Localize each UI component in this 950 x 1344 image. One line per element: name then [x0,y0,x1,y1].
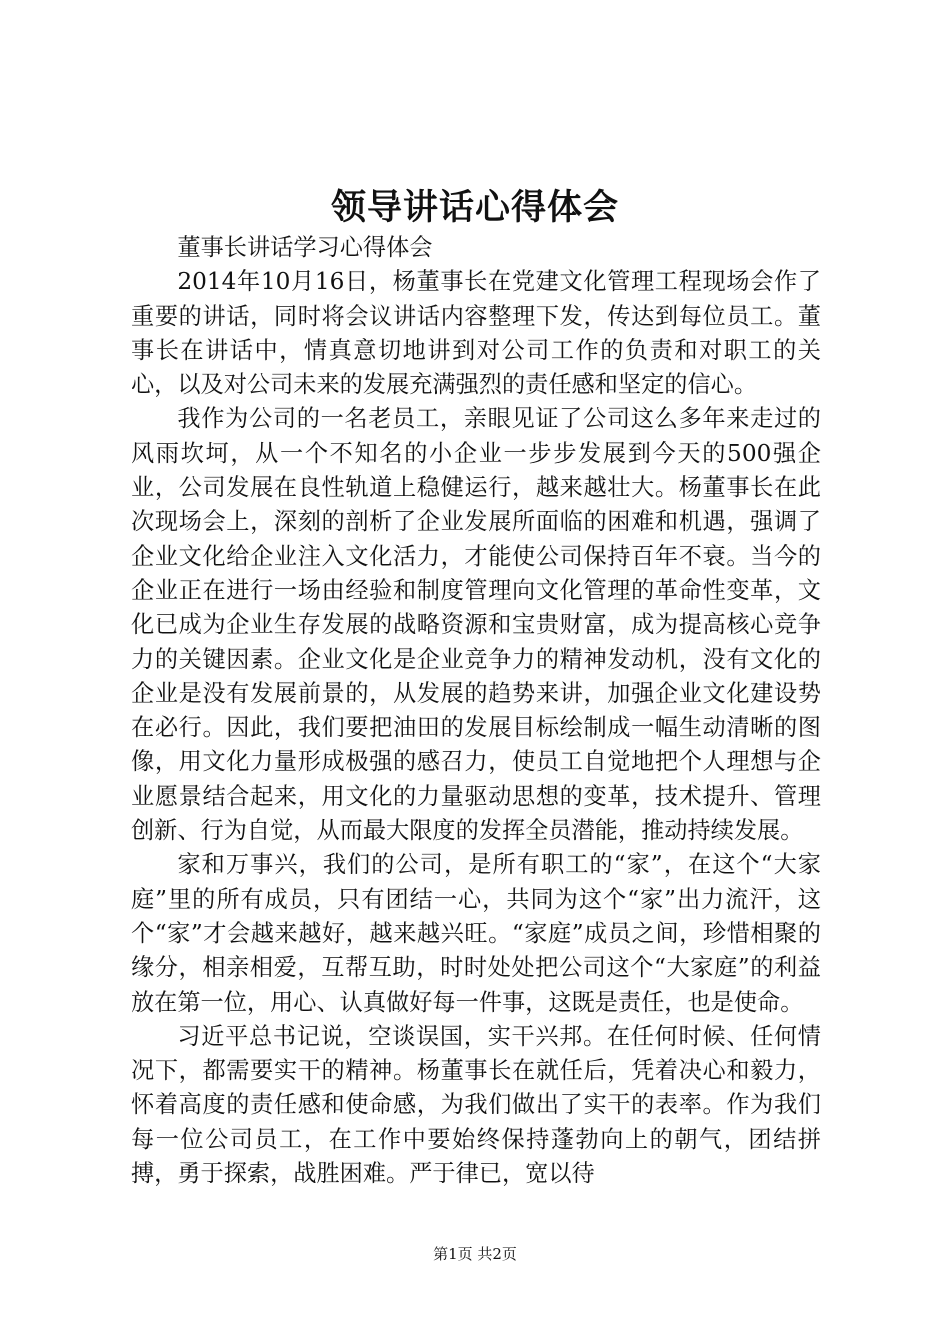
subtitle-paragraph: 董事长讲话学习心得体会 [177,234,433,261]
body-paragraph: 我作为公司的一名老员工，亲眼见证了公司这么多年来走过的风雨坎坷，从一个不知名的小企业一步步发展到今天的500强企业，公司发展在良性轨道上稳健运行，越来越壮大。杨董事长在此次现场会上，深刻的剖析了企业发展所面临的困难和机遇，强调了企业文化给企业注入文化活力，才能使公司保持百年不衰。当今的企业正在进行一场由经验和制度管理向文化管理的革命性变革，文化已成为企业生存发展的战略资源和宝贵财富，成为提高核心竞争力的关键因素。企业文化是企业竞争力的精神发动机，没有文化的企业是没有发展前景的，从发展的趋势来讲，加强企业文化建设势在必行。因此，我们要把油田的发展目标绘制成一幅生动清晰的图像，用文化力量形成极强的感召力，使员工自觉地把个人理想与企业愿景结合起来，用文化的力量驱动思想的变革，技术提升、管理创新、行为自觉，从而最大限度的发挥全员潜能，推动持续发展。 [131,405,821,845]
page-number-footer: 第1页 共2页 [433,1245,517,1263]
body-paragraph: 习近平总书记说，空谈误国，实干兴邦。在任何时候、任何情况下，都需要实干的精神。杨董事长在就任后，凭着决心和毅力，怀着高度的责任感和使命感，为我们做出了实干的表率。作为我们每一位公司员工，在工作中要始终保持蓬勃向上的朝气，团结拼搏，勇于探索，战胜困难。严于律已，宽以待 [131,1022,821,1188]
body-paragraph: 家和万事兴，我们的公司，是所有职工的“家”，在这个“大家庭”里的所有成员，只有团结一心，共同为这个“家”出力流汗，这个“家”才会越来越好，越来越兴旺。“家庭”成员之间，珍惜相聚的缘分，相亲相爱，互帮互助，时时处处把公司这个“大家庭”的利益放在第一位，用心、认真做好每一件事，这既是责任，也是使命。 [131,851,821,1016]
body-paragraph: 2014年10月16日，杨董事长在党建文化管理工程现场会作了重要的讲话，同时将会议讲话内容整理下发，传达到每位员工。董事长在讲话中，情真意切地讲到对公司工作的负责和对职工的关心，以及对公司未来的发展充满强烈的责任感和坚定的信心。 [131,268,821,399]
document-title: 领导讲话心得体会 [330,187,619,228]
document-body [131,231,821,1191]
